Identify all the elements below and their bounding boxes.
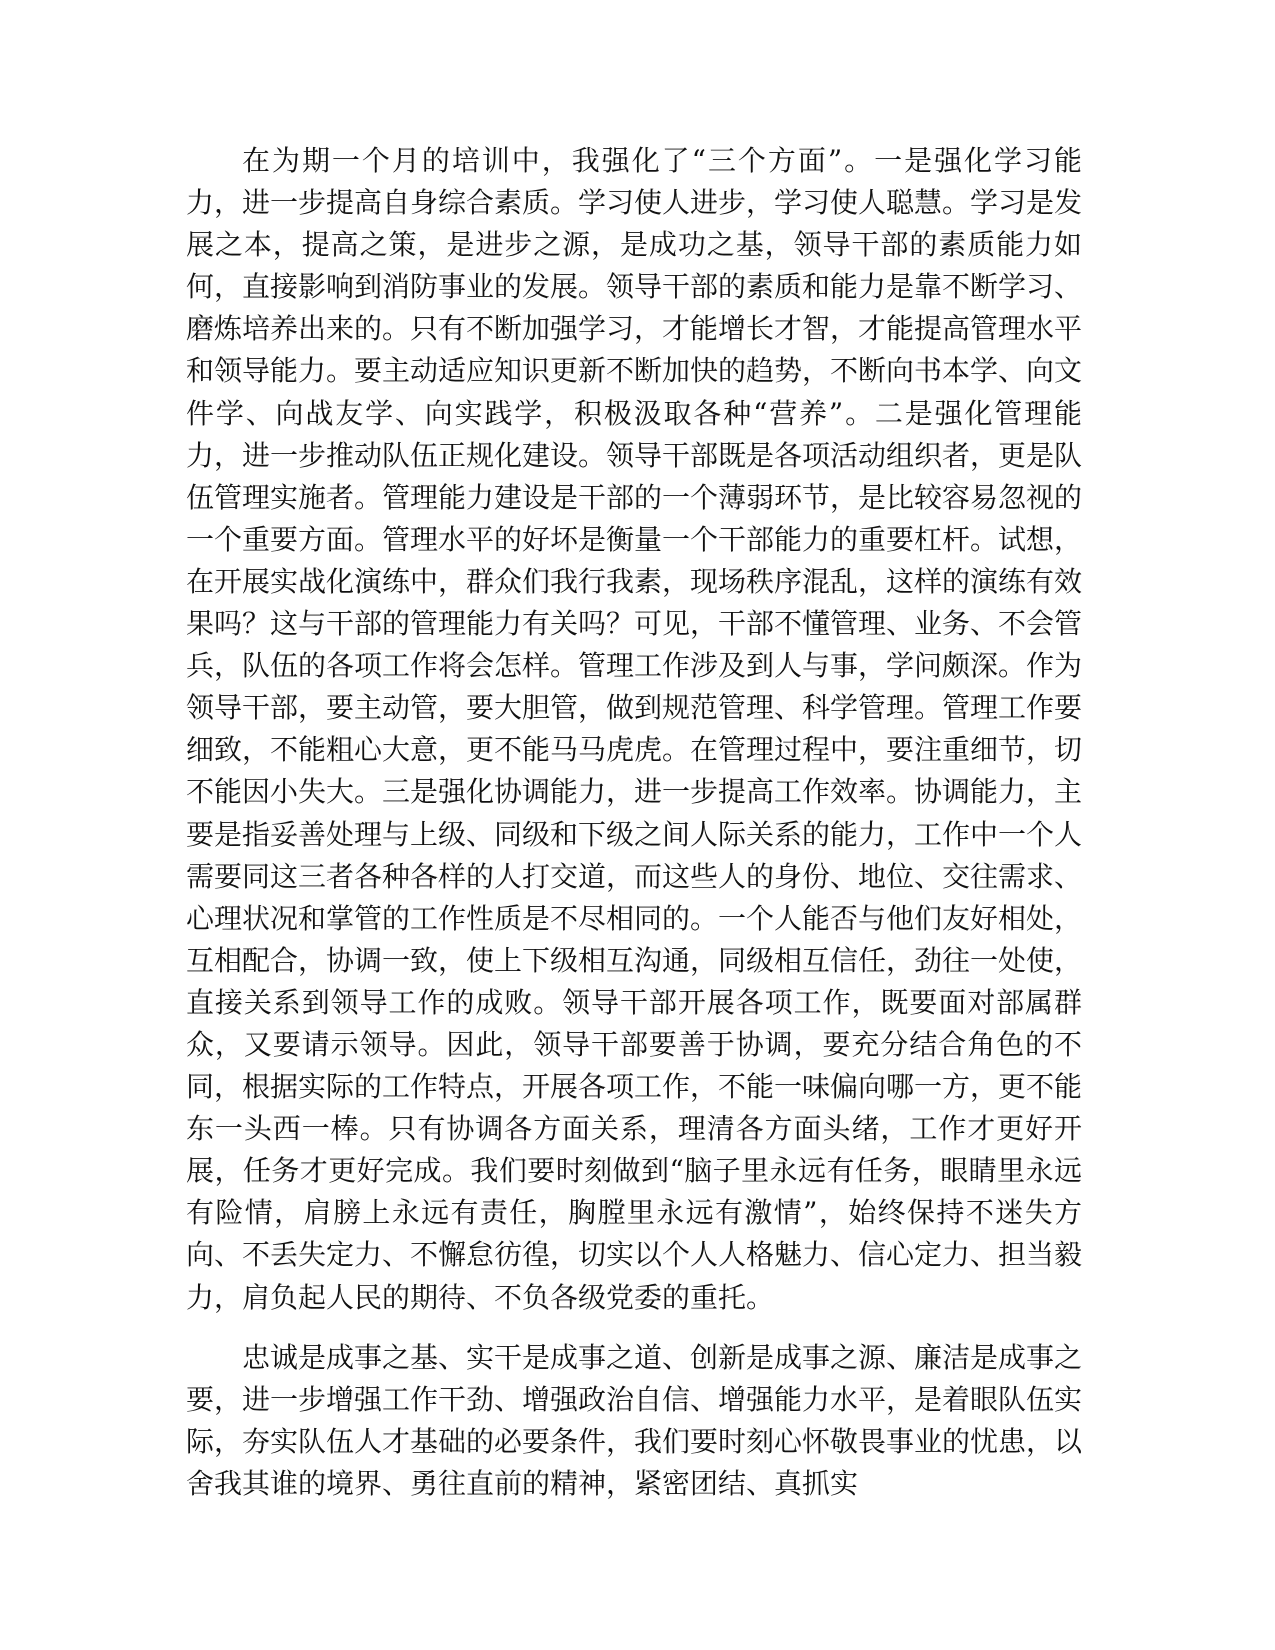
paragraph-loyalty: 忠诚是成事之基、实干是成事之道、创新是成事之源、廉洁是成事之要，进一步增强工作干劲、增强政治自信、增强能力水平，是着眼队伍实际，夯实队伍人才基础的必要条件，我们要时刻心怀敬畏事业的忧患，以舍我其谁的境界、勇往直前的精神，紧密团结、真抓实 — [186, 1340, 1083, 1500]
document-page — [186, 140, 1082, 1505]
paragraph-three-aspects: 在为期一个月的培训中，我强化了“三个方面”。一是强化学习能力，进一步提高自身综合素质。学习使人进步，学习使人聪慧。学习是发展之本，提高之策，是进步之源，是成功之基，领导干部的素质能力如何，直接影响到消防事业的发展。领导干部的素质和能力是靠不断学习、磨炼培养出来的。只有不断加强学习，才能增长才智，才能提高管理水平和领导能力。要主动适应知识更新不断加快的趋势，不断向书本学、向文件学、向战友学、向实践学，积极汲取各种“营养”。二是强化管理能力，进一步推动队伍正规化建设。领导干部既是各项活动组织者，更是队伍管理实施者。管理能力建设是干部的一个薄弱环节，是比较容易忽视的一个重要方面。管理水平的好坏是衡量一个干部能力的重要杠杆。试想，在开展实战化演练中，群众们我行我素，现场秩序混乱，这样的演练有效果吗？这与干部的管理能力有关吗？可见，干部不懂管理、业务、不会管兵，队伍的各项工作将会怎样。管理工作涉及到人与事，学问颇深。作为领导干部，要主动管，要大胆管，做到规范管理、科学管理。管理工作要细致，不能粗心大意，更不能马马虎虎。在管理过程中，要注重细节，切不能因小失大。三是强化协调能力，进一步提高工作效率。协调能力，主要是指妥善处理与上级、同级和下级之间人际关系的能力，工作中一个人需要同这三者各种各样的人打交道，而这些人的身份、地位、交往需求、心理状况和掌管的工作性质是不尽相同的。一个人能否与他们友好相处，互相配合，协调一致，使上下级相互沟通，同级相互信任，劲往一处使，直接关系到领导工作的成败。领导干部开展各项工作，既要面对部属群众，又要请示领导。因此，领导干部要善于协调，要充分结合角色的不同，根据实际的工作特点，开展各项工作，不能一味偏向哪一方，更不能东一头西一棒。只有协调各方面关系，理清各方面头绪，工作才更好开展，任务才更好完成。我们要时刻做到“脑子里永远有任务，眼睛里永远有险情，肩膀上永远有责任，胸膛里永远有激情”，始终保持不迷失方向、不丢失定力、不懈怠彷徨，切实以个人人格魅力、信心定力、担当毅力，肩负起人民的期待、不负各级党委的重托。 — [186, 144, 1083, 1314]
